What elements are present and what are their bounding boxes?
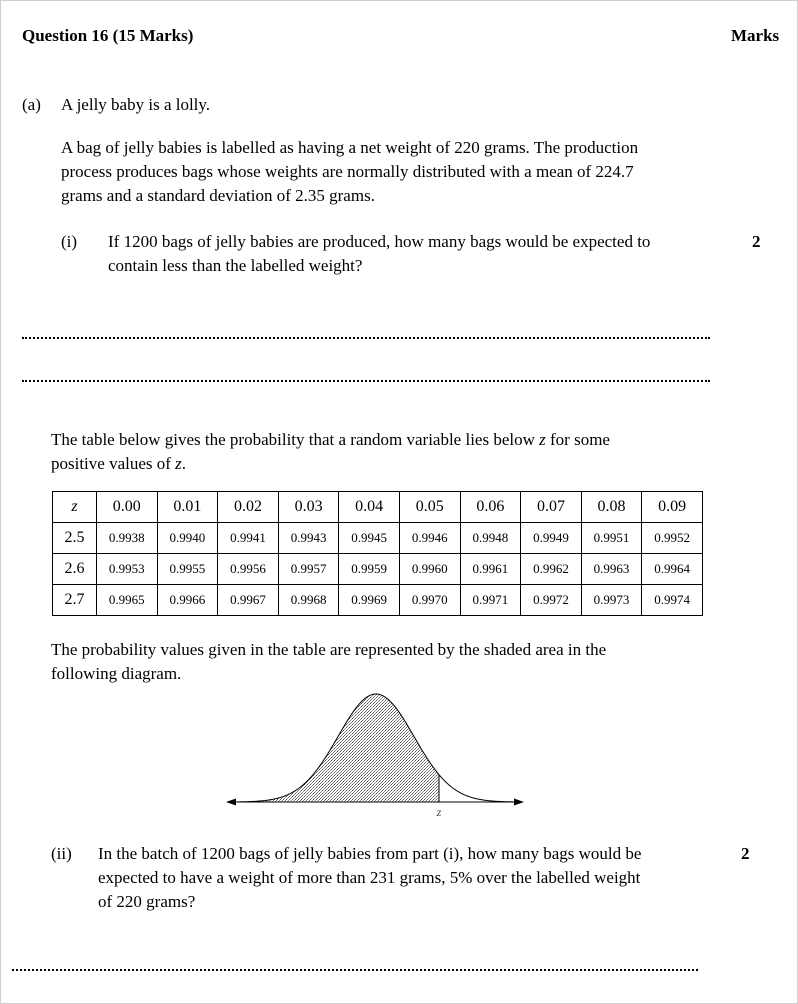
part-a-line: process produces bags whose weights are normally distributed with a mean of 224.7: [61, 162, 634, 181]
normal-curve-diagram: [220, 688, 530, 820]
table-cell: 0.9963: [581, 554, 642, 585]
part-i-question: [108, 230, 728, 278]
part-i-label: (i): [61, 232, 78, 251]
table-intro-text: positive values of: [51, 454, 176, 473]
table-cell: 0.9965: [97, 585, 158, 616]
diagram-intro-line: following diagram.: [51, 664, 182, 683]
diagram-intro: [51, 638, 711, 686]
table-cell: 0.9946: [399, 523, 460, 554]
table-cell: 0.9953: [97, 554, 158, 585]
part-a-line: grams and a standard deviation of 2.35 grams.: [61, 186, 375, 205]
table-column-header: 0.01: [157, 492, 218, 523]
table-intro-variable: z: [539, 430, 546, 449]
part-a-label: (a): [22, 95, 41, 114]
table-header-row: [53, 492, 703, 523]
part-a-intro: A jelly baby is a lolly.: [61, 95, 211, 114]
part-i-line: contain less than the labelled weight?: [108, 256, 363, 275]
table-cell: 0.9951: [581, 523, 642, 554]
table-row: [53, 523, 703, 554]
part-a-line: A bag of jelly babies is labelled as having a net weight of 220 grams. The production: [61, 138, 639, 157]
part-ii-line: In the batch of 1200 bags of jelly babies from part (i), how many bags would be: [98, 844, 642, 863]
part-a-paragraph: [61, 136, 721, 208]
table-cell: 0.9940: [157, 523, 218, 554]
table-cell: 0.9974: [642, 585, 703, 616]
table-column-header: 0.09: [642, 492, 703, 523]
table-cell: 0.9938: [97, 523, 158, 554]
answer-line[interactable]: [12, 969, 698, 971]
table-intro-line-1: [51, 428, 691, 452]
table-cell: 0.9973: [581, 585, 642, 616]
table-cell: 0.9968: [278, 585, 339, 616]
table-cell: 0.9957: [278, 554, 339, 585]
table-row-z: 2.5: [53, 523, 97, 554]
table-corner-z: z: [53, 492, 97, 523]
table-cell: 0.9952: [642, 523, 703, 554]
table-row: [53, 585, 703, 616]
table-cell: 0.9956: [218, 554, 279, 585]
axis-right-arrow-icon: [514, 799, 524, 806]
table-column-header: 0.02: [218, 492, 279, 523]
table-cell: 0.9969: [339, 585, 400, 616]
table-intro-line-2: [51, 452, 691, 476]
table-column-header: 0.06: [460, 492, 521, 523]
table-cell: 0.9949: [521, 523, 582, 554]
axis-left-arrow-icon: [226, 799, 236, 806]
table-cell: 0.9955: [157, 554, 218, 585]
part-ii-label: (ii): [51, 844, 72, 863]
answer-line[interactable]: [22, 380, 710, 382]
table-row: [53, 554, 703, 585]
part-ii-marks: 2: [741, 844, 750, 863]
table-cell: 0.9941: [218, 523, 279, 554]
shaded-area: [238, 694, 439, 802]
table-column-header: 0.08: [581, 492, 642, 523]
table-column-header: 0.04: [339, 492, 400, 523]
table-cell: 0.9943: [278, 523, 339, 554]
table-cell: 0.9966: [157, 585, 218, 616]
table-intro: [51, 428, 691, 476]
marks-heading: Marks: [731, 26, 780, 45]
z-probability-table: [52, 491, 703, 616]
question-title: Question 16 (15 Marks): [22, 26, 194, 45]
table-cell: 0.9970: [399, 585, 460, 616]
z-axis-label: z: [436, 805, 442, 819]
table-cell: 0.9971: [460, 585, 521, 616]
answer-line[interactable]: [22, 337, 710, 339]
part-ii-question: [98, 842, 718, 914]
table-cell: 0.9961: [460, 554, 521, 585]
part-ii-line: expected to have a weight of more than 231 grams, 5% over the labelled weight: [98, 868, 641, 887]
table-cell: 0.9972: [521, 585, 582, 616]
table-column-header: 0.00: [97, 492, 158, 523]
table-cell: 0.9948: [460, 523, 521, 554]
table-intro-variable: z: [175, 454, 182, 473]
table-intro-text: for some: [545, 430, 610, 449]
table-column-header: 0.05: [399, 492, 460, 523]
part-i-marks: 2: [752, 232, 761, 251]
table-column-header: 0.03: [278, 492, 339, 523]
table-cell: 0.9962: [521, 554, 582, 585]
table-intro-text: .: [181, 454, 187, 473]
diagram-intro-line: The probability values given in the table are represented by the shaded area in the: [51, 640, 607, 659]
table-column-header: 0.07: [521, 492, 582, 523]
table-cell: 0.9959: [339, 554, 400, 585]
table-cell: 0.9945: [339, 523, 400, 554]
table-row-z: 2.7: [53, 585, 97, 616]
table-cell: 0.9967: [218, 585, 279, 616]
table-cell: 0.9960: [399, 554, 460, 585]
table-row-z: 2.6: [53, 554, 97, 585]
table-cell: 0.9964: [642, 554, 703, 585]
part-ii-line: of 220 grams?: [98, 892, 196, 911]
part-i-line: If 1200 bags of jelly babies are produced, how many bags would be expected to: [108, 232, 651, 251]
table-intro-text: The table below gives the probability that a random variable lies below: [51, 430, 540, 449]
